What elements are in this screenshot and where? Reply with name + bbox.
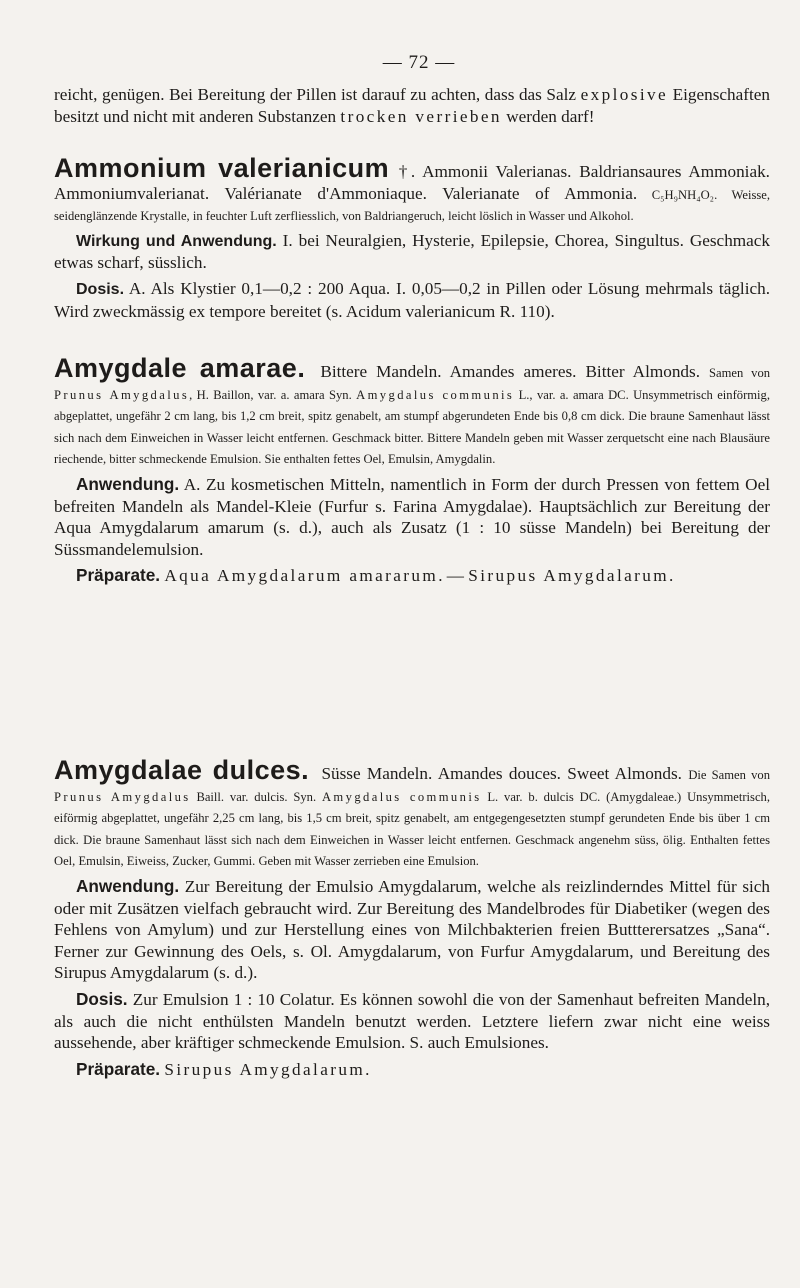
entry-title: Ammonium valerianicum: [54, 153, 390, 183]
wirkung-paragraph: Wirkung und Anwendung. I. bei Neuralgien, Hysterie, Epilepsie, Chorea, Singultus. Geschmack etwas scharf, süsslich.: [54, 230, 771, 273]
praeparate-paragraph: Präparate. Aqua Amygdalarum amararum. — Sirupus Amygdalarum.: [76, 565, 674, 586]
entry-heading: [54, 153, 770, 226]
section-heading: Präparate.: [76, 1058, 161, 1079]
entry-amygdale-amarae: [54, 353, 771, 587]
entry-names: Süsse Mandeln. Amandes douces. Sweet Almonds.: [321, 764, 682, 783]
entry-heading: [54, 353, 771, 469]
section-heading: Anwendung.: [76, 473, 180, 494]
entry-description: Die Samen von Prunus Amygdalus Baill. var. dulcis. Syn. Amygdalus communis L. var. b. dulcis DC. (Amygdaleae.) Unsymmetrisch, eiförmig abgeplattet, ungefähr 2,25 cm lang, bis 1,5 cm breit, spitz genabelt, am entgegengesetzten stumpf gerundeten Ende bis über 1 cm dick. Die braune Samenhaut lässt sich nach dem Einweichen in Wasser leicht entfernen. Geschmack angenehm süss, ölig. Enthalten fettes Oel, Emulsin, Eiweiss, Zucker, Gummi. Geben mit Wasser zerrieben eine Emulsion.: [54, 768, 771, 869]
dosis-paragraph: Dosis. A. Als Klystier 0,1—0,2 : 200 Aqua. I. 0,05—0,2 in Pillen oder Lösung mehrmals täglich. Wird zweckmässig ex tempore bereitet (s. Acidum valerianicum R. 110).: [54, 278, 770, 321]
anwendung-paragraph: Anwendung. Zur Bereitung der Emulsio Amygdalarum, welche als reizlinderndes Mittel für sich oder mit Zusätzen vielfach gebraucht wird. Zur Bereitung des Mandelbrodes für Diabetiker (wegen des Fehlens von Amylum) und zur Herstellung eines von Milchbakterien freien Buttterersatzes „Sana“. Ferner zur Gewinnung des Oels, s. Ol. Amygdalarum, von Furfur Amygdalarum, und Bereitung des Sirupus Amygdalarum (s. d.).: [54, 875, 770, 983]
entry-title: Amygdalae dulces.: [54, 755, 310, 785]
dosis-paragraph: Dosis. Zur Emulsion 1 : 10 Colatur. Es können sowohl die von der Samenhaut befreiten Mandeln, als auch die nicht enthülsten Mandeln benutzt werden. Letztere liefern zwar nicht eine weiss aussehende, aber kräftiger schmeckende Emulsion. S. auch Emulsiones.: [54, 988, 770, 1053]
entry-ammonium-valerianicum: [54, 153, 771, 322]
section-heading: Präparate.: [76, 565, 161, 586]
praeparate-paragraph: Präparate. Sirupus Amygdalarum.: [76, 1058, 370, 1079]
section-heading: Dosis.: [76, 280, 125, 298]
entry-description: C₅H₉NH₄O₂. Weisse, seidenglänzende Krystalle, in feuchter Luft zerfliesslich, von Baldriangeruch, leicht löslich in Wasser und Alkohol.: [54, 187, 770, 224]
page-number: — 72 —: [382, 52, 456, 73]
dagger-mark: †.: [395, 162, 416, 181]
entry-names: Ammonii Valerianas. Baldriansaures Ammoniak. Ammoniumvalerianat. Valérianate d'Ammoniaque. Valerianate of Ammonia.: [54, 162, 770, 203]
entry-amygdalae-dulces: [54, 755, 771, 1080]
intro-paragraph: reicht, genügen. Bei Bereitung der Pillen ist darauf zu achten, dass das Salz explosive Eigenschaften besitzt und nicht mit anderen Substanzen trocken verrieben werden darf!: [54, 85, 770, 126]
entry-title: Amygdale amarae.: [54, 353, 306, 383]
entry-heading: [54, 755, 771, 871]
entry-description: Samen von Prunus Amygdalus, H. Baillon, var. a. amara Syn. Amygdalus communis L., var. a. amara DC. Unsymmetrisch einförmig, abgeplattet, ungefähr 2 cm lang, bis 1,2 cm breit, spitz genabelt, am stumpf abgerundeten Ende bis 0,8 cm dick. Die braune Samenhaut lässt sich nach dem Einweichen in Wasser leicht entfernen. Geschmack bitter. Bittere Mandeln geben mit Wasser zerquetscht eine nach Blausäure riechende, bitter schmeckende Emulsion. Sie enthalten fettes Oel, Emulsin, Amygdalin.: [54, 366, 771, 467]
anwendung-paragraph: Anwendung. A. Zu kosmetischen Mitteln, namentlich in Form der durch Pressen von fettem Oel befreiten Mandeln als Mandel-Kleie (Furfur s. Farina Amygdalae). Hauptsächlich zur Bereitung der Aqua Amygdalarum amarum (s. d.), auch als Zusatz (1 : 10 süsse Mandeln) bei Bereitung der Süssmandelemulsion.: [54, 473, 770, 559]
entry-names: Bittere Mandeln. Amandes ameres. Bitter Almonds.: [320, 362, 700, 381]
section-heading: Wirkung und Anwendung.: [76, 232, 277, 250]
section-heading: Anwendung.: [76, 875, 180, 896]
section-heading: Dosis.: [76, 988, 128, 1009]
